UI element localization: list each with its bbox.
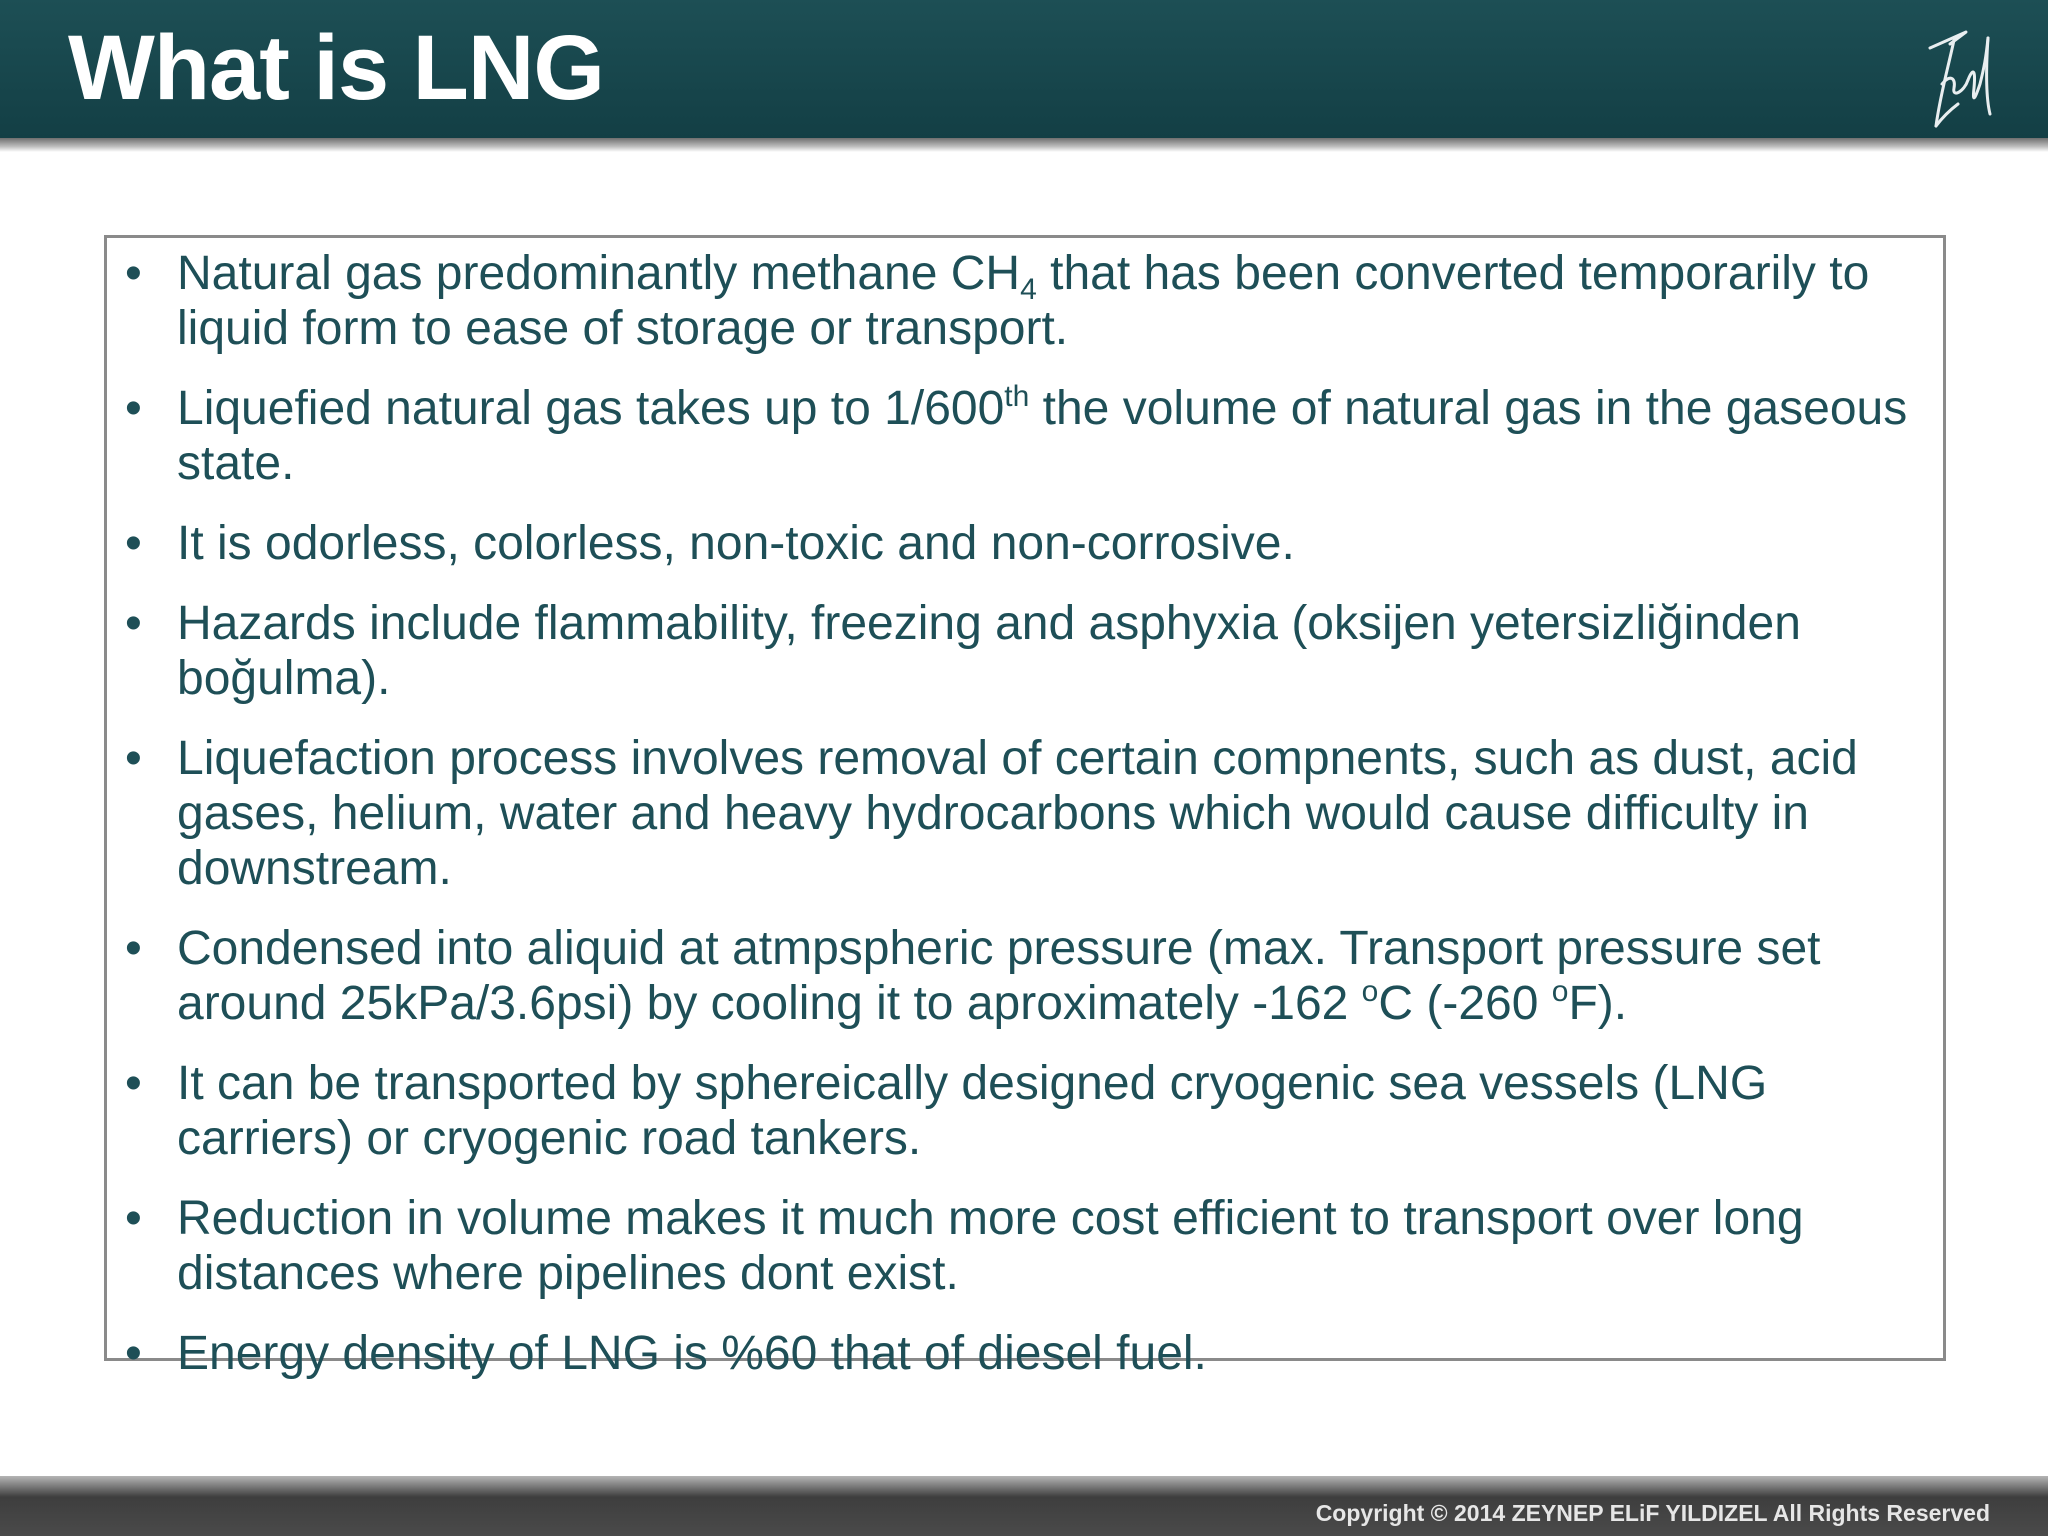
bullet-text: Condensed into aliquid at atmpspheric pressure (max. Transport pressure set around 25kPa/3.6psi) by cooling it to aproximately -162 $^o$C (-260 $^o$F). — [177, 922, 1821, 1030]
list-item — [125, 596, 1925, 706]
bullet-marker: • — [125, 382, 142, 435]
list-item — [125, 1056, 1925, 1166]
bullet-marker: • — [125, 922, 142, 975]
bullet-text: Natural gas predominantly methane $CH_4$ that has been converted temporarily to liquid form to ease of storage or transport. — [177, 247, 1870, 355]
bullet-marker: • — [125, 1192, 142, 1245]
list-item — [125, 1191, 1925, 1301]
slide-title: What is LNG — [68, 17, 604, 119]
bullet-text: Liquefaction process involves removal of certain compnents, such as dust, acid gases, helium, water and heavy hydrocarbons which would cause difficulty in downstream. — [177, 732, 1858, 895]
bullet-marker: • — [125, 1057, 142, 1110]
list-item — [125, 921, 1925, 1031]
list-item — [125, 381, 1925, 491]
list-item — [125, 1326, 1925, 1381]
bullet-text: Energy density of LNG is %60 that of diesel fuel. — [177, 1327, 1207, 1380]
bullet-marker: • — [125, 247, 142, 300]
bullet-marker: • — [125, 517, 142, 570]
bullet-text: Liquefied natural gas takes up to 1/600th the volume of natural gas in the gaseous state. — [177, 380, 1908, 490]
list-item — [125, 731, 1925, 896]
bullet-text: Hazards include flammability, freezing and asphyxia (oksijen yetersizliğinden boğulma). — [177, 597, 1801, 705]
bullet-marker: • — [125, 597, 142, 650]
bullet-marker: • — [125, 1327, 142, 1380]
bullet-list — [125, 246, 1925, 1406]
signature-logo-icon — [1920, 18, 2000, 136]
list-item — [125, 246, 1925, 356]
bullet-text: It is odorless, colorless, non-toxic and non-corrosive. — [177, 517, 1295, 570]
header-divider — [0, 138, 2048, 152]
bullet-text: Reduction in volume makes it much more cost efficient to transport over long distances where pipelines dont exist. — [177, 1192, 1804, 1300]
bullet-marker: • — [125, 732, 142, 785]
list-item — [125, 516, 1925, 571]
bullet-text: It can be transported by sphereically designed cryogenic sea vessels (LNG carriers) or cryogenic road tankers. — [177, 1057, 1768, 1165]
copyright-text: Copyright © 2014 ZEYNEP ELiF YILDIZEL All Rights Reserved — [1315, 1500, 1990, 1526]
